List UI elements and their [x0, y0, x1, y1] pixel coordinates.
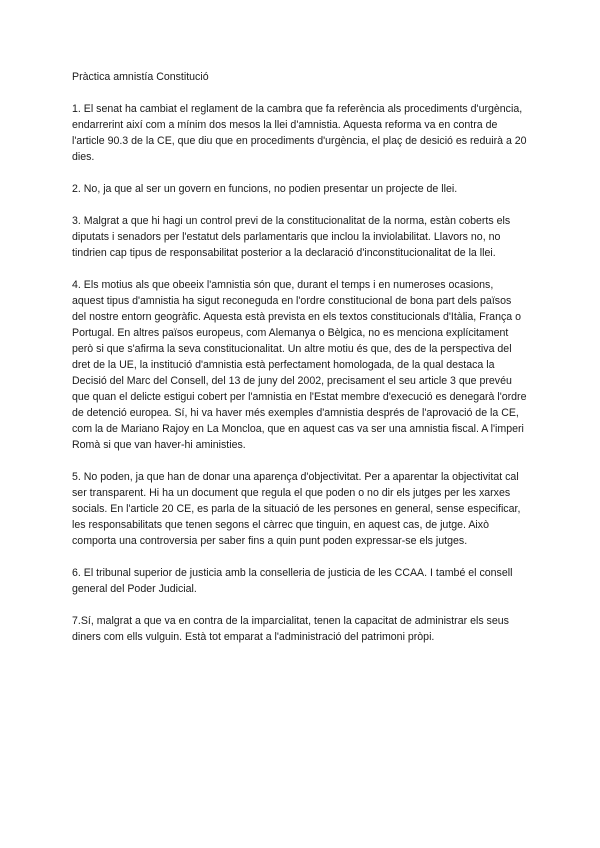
answer-paragraph-2: 2. No, ja que al ser un govern en funcions, no podien presentar un projecte de llei.: [72, 183, 458, 195]
answer-paragraph-7: 7.Sí, malgrat a que va en contra de la imparcialitat, tenen la capacitat de administrar els seus diners com ells vulguin. Està tot emparat a l'administració del patrimoni pròpi.: [72, 615, 509, 643]
answer-paragraph-1: 1. El senat ha cambiat el reglament de la cambra que fa referència als procediments d'urgència, endarrerint així com a mínim dos mesos la llei d'amnistia. Aquesta reforma va en contra de l'article 90.3 de la CE, que diu que en procediments d'urgència, el plaç de desició es reduirà a 20 dies.: [72, 103, 527, 163]
answer-paragraph-6: 6. El tribunal superior de justicia amb la conselleria de justicia de les CCAA. I també el consell general del Poder Judicial.: [72, 567, 513, 595]
answer-paragraph-5: 5. No poden, ja que han de donar una aparença d'objectivitat. Per a aparentar la objectivitat cal ser transparent. Hi ha un document que regula el que poden o no dir els jutges per les xarxes socials. En l'article 20 CE, es parla de la situació de les persones en general, sense especificar, les responsabilitats que tenen segons el càrrec que tinguin, en aquest cas, de jutge. Això comporta una controversia per saber fins a quin punt poden expressar-se els jutges.: [72, 471, 521, 547]
document-body: [72, 69, 528, 661]
document-title: Pràctica amnistía Constitució: [72, 71, 209, 83]
answer-paragraph-4: 4. Els motius als que obeeix l'amnistia són que, durant el temps i en numeroses ocasions, aquest tipus d'amnistia ha sigut reconeguda en l'ordre constitucional de bona part dels països del nostre entorn geogràfic. Aquesta està prevista en els textos constitucionals d'Itàlia, França o Portugal. En altres països europeus, com Alemanya o Bèlgica, no es menciona explícitament però si que s'afirma la seva constitucionalitat. Un altre motiu és que, des de la perspectiva del dret de la UE, la institució d'amnistia està perfectament homologada, de la qual destaca la Decisió del Marc del Consell, del 13 de juny del 2002, precisament el seu article 3 que prevéu que quan el delicte estigui cobert per l'amnistia en l'Estat membre d'execució es denegarà l'ordre de detenció europea. Sí, hi va haver més exemples d'amnistia després de l'aprovació de la CE, com la de Mariano Rajoy en La Moncloa, que en aquest cas va ser una amnistia fiscal. A l'imperi Romà si que van haver-hi aministies.: [72, 279, 527, 451]
answer-paragraph-3: 3. Malgrat a que hi hagi un control previ de la constitucionalitat de la norma, estàn coberts els diputats i senadors per l'estatut dels parlamentaris que inclou la inviolabilitat. Llavors no, no tindrien cap tipus de responsabilitat posterior a la declaració d'inconstitucionalitat de la llei.: [72, 215, 511, 259]
